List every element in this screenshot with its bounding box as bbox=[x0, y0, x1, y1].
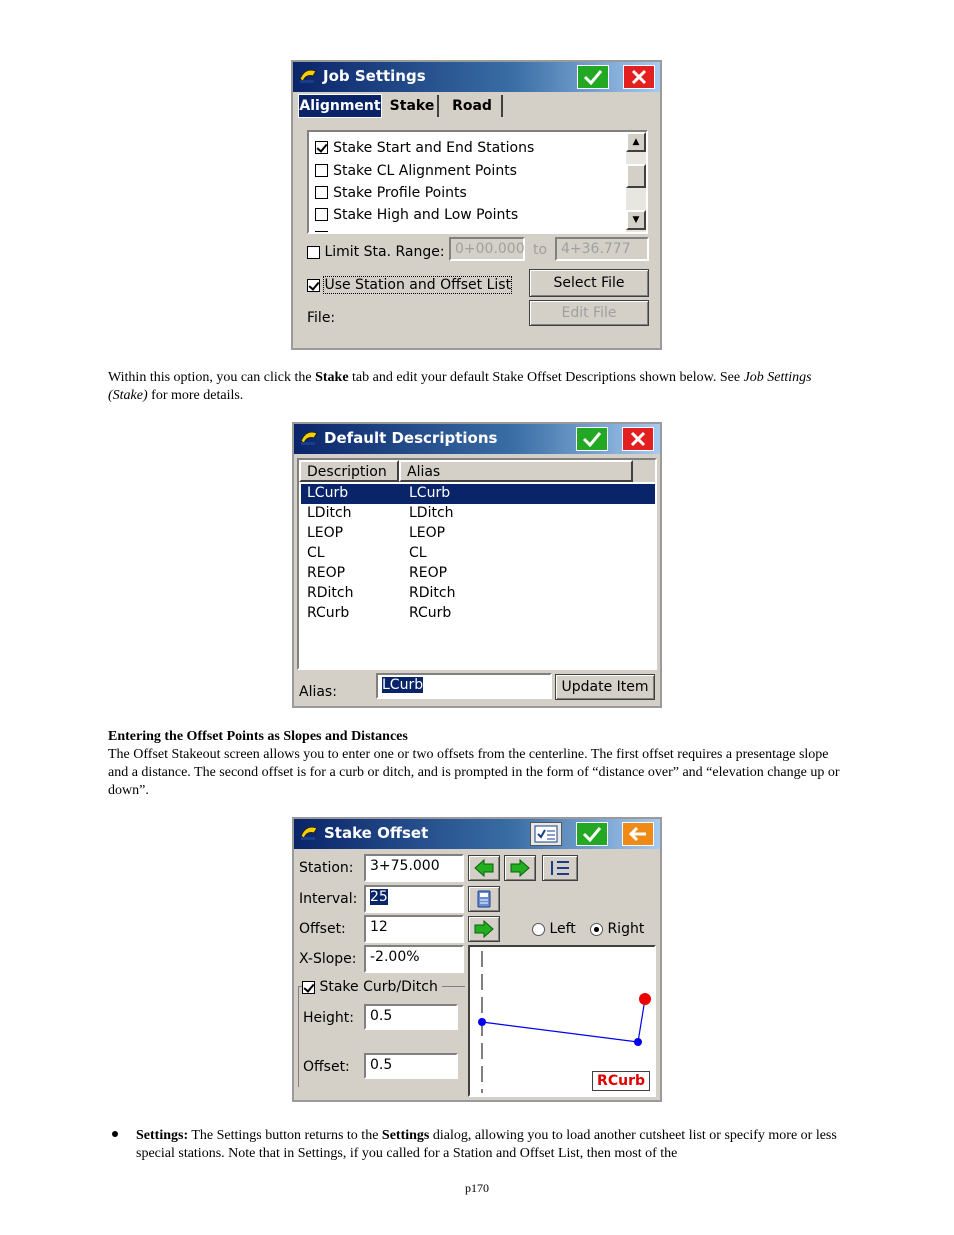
checkbox[interactable] bbox=[315, 208, 328, 221]
table-row[interactable]: REOP REOP bbox=[307, 565, 448, 581]
limit-range-checkbox[interactable] bbox=[307, 246, 320, 259]
section-heading: Entering the Offset Points as Slopes and Distances bbox=[108, 729, 408, 744]
checkbox[interactable] bbox=[315, 231, 328, 234]
table-row[interactable]: LEOP LEOP bbox=[307, 525, 446, 541]
column-header-description[interactable]: Description bbox=[299, 460, 399, 482]
scrollbar[interactable] bbox=[626, 132, 646, 232]
option-row[interactable]: Stake Profile Points bbox=[315, 182, 467, 201]
station-label: Station: bbox=[299, 860, 354, 876]
checkbox[interactable] bbox=[315, 164, 328, 177]
window-title: Job Settings bbox=[323, 67, 426, 85]
app-logo-icon bbox=[298, 822, 320, 844]
close-icon bbox=[631, 69, 647, 85]
list-header bbox=[299, 460, 655, 482]
ok-button[interactable] bbox=[577, 65, 609, 89]
back-arrow-icon bbox=[628, 826, 648, 842]
station-list-button[interactable] bbox=[542, 855, 578, 881]
use-list-row[interactable]: Use Station and Offset List bbox=[307, 277, 511, 293]
station-forward-button[interactable] bbox=[504, 855, 536, 881]
select-file-button[interactable]: Select File bbox=[529, 269, 649, 297]
xslope-label: X-Slope: bbox=[299, 951, 357, 967]
arrow-right-green-icon bbox=[509, 859, 531, 877]
description-list[interactable] bbox=[297, 458, 657, 670]
offset2-input[interactable]: 0.5 bbox=[364, 1053, 458, 1079]
left-radio[interactable]: Left bbox=[532, 921, 576, 937]
checkmark-icon bbox=[582, 826, 602, 842]
offset-label: Offset: bbox=[299, 921, 346, 937]
page-number: p170 bbox=[465, 1181, 489, 1195]
option-row[interactable]: Stake CL Alignment Points bbox=[315, 160, 517, 179]
numbered-list-icon bbox=[549, 859, 571, 877]
radio-button-selected[interactable] bbox=[590, 923, 603, 936]
station-input[interactable]: 3+75.000 bbox=[364, 854, 464, 882]
checkbox[interactable] bbox=[315, 141, 328, 154]
tab-road[interactable]: Road bbox=[443, 95, 503, 117]
range-to-field: 4+36.777 bbox=[555, 237, 649, 261]
offset-preview bbox=[468, 945, 656, 1097]
offset2-label: Offset: bbox=[303, 1059, 350, 1075]
to-label: to bbox=[533, 242, 548, 258]
window-title: Stake Offset bbox=[324, 824, 429, 842]
alias-label: Alias: bbox=[299, 684, 337, 700]
interval-input[interactable]: 25 bbox=[364, 885, 464, 913]
paragraph-stake-tab: Within this option, you can click the Stake tab and edit your default Stake Offset Descriptions shown below. See Job Settings (Stake) for more details. bbox=[108, 370, 812, 403]
tab-stake[interactable]: Stake bbox=[387, 95, 439, 117]
table-row[interactable]: LDitch LDitch bbox=[307, 505, 454, 521]
job-settings-window bbox=[291, 60, 662, 350]
table-row[interactable]: RCurb RCurb bbox=[307, 605, 452, 621]
right-radio[interactable]: Right bbox=[590, 921, 644, 937]
offset-input[interactable]: 12 bbox=[364, 915, 464, 943]
alias-input[interactable]: LCurb bbox=[376, 673, 552, 699]
tab-alignment[interactable]: Alignment bbox=[298, 94, 382, 118]
height-input[interactable]: 0.5 bbox=[364, 1004, 458, 1030]
curb-ditch-toggle[interactable]: Stake Curb/Ditch bbox=[302, 979, 442, 995]
option-list[interactable] bbox=[307, 130, 648, 234]
title-bar bbox=[293, 62, 660, 92]
section-body: The Offset Stakeout screen allows you to enter one or two offsets from the centerline. The first offset requires a presentage slope and a distance. The second offset is for a curb or ditch, and is prompted in the form of “distance over” and “elevation change up or down”. bbox=[108, 747, 840, 798]
list-view-button[interactable] bbox=[530, 822, 562, 846]
offset-next-button[interactable] bbox=[468, 916, 500, 942]
height-label: Height: bbox=[303, 1010, 354, 1026]
bullet-dot bbox=[112, 1131, 118, 1137]
calculator-icon bbox=[477, 890, 491, 908]
cancel-button[interactable] bbox=[622, 427, 654, 451]
stake-offset-window bbox=[292, 817, 662, 1102]
arrow-right-green-icon bbox=[473, 920, 495, 938]
range-from-field: 0+00.000 bbox=[449, 237, 525, 261]
checkmark-icon bbox=[583, 69, 603, 85]
window-title: Default Descriptions bbox=[324, 429, 498, 447]
option-row[interactable]: Stake Start and End Stations bbox=[315, 137, 534, 156]
rcurb-tag: RCurb bbox=[592, 1071, 650, 1091]
option-row[interactable]: Stake High and Low Points bbox=[315, 204, 518, 223]
limit-range-row[interactable]: Limit Sta. Range: bbox=[307, 244, 445, 260]
table-row[interactable]: CL CL bbox=[307, 545, 427, 561]
use-list-checkbox[interactable] bbox=[307, 279, 320, 292]
checklist-icon bbox=[534, 825, 558, 843]
default-descriptions-window bbox=[292, 422, 662, 708]
app-logo-icon bbox=[298, 427, 320, 449]
xslope-input[interactable]: -2.00% bbox=[364, 945, 464, 973]
arrow-up-icon: ▲ bbox=[632, 137, 640, 147]
back-button[interactable] bbox=[622, 822, 654, 846]
scroll-thumb[interactable] bbox=[626, 164, 646, 188]
update-item-button[interactable]: Update Item bbox=[555, 674, 655, 700]
ok-button[interactable] bbox=[576, 427, 608, 451]
table-row[interactable]: RDitch RDitch bbox=[307, 585, 456, 601]
checkmark-icon bbox=[582, 431, 602, 447]
edit-file-button[interactable]: Edit File bbox=[529, 300, 649, 326]
ok-button[interactable] bbox=[576, 822, 608, 846]
curb-ditch-checkbox[interactable] bbox=[302, 981, 315, 994]
option-row-partial[interactable] bbox=[315, 227, 328, 234]
bullet-settings: Settings: The Settings button returns to the Settings dialog, allowing you to load another cutsheet list or specify more or less special stations. Note that in Settings, if you called for a Station and Offset List, then most of the bbox=[136, 1128, 837, 1161]
interval-label: Interval: bbox=[299, 891, 358, 907]
column-header-alias[interactable]: Alias bbox=[399, 460, 633, 482]
close-icon bbox=[630, 431, 646, 447]
calculator-button[interactable] bbox=[468, 886, 500, 912]
title-bar bbox=[294, 819, 660, 849]
file-label: File: bbox=[307, 310, 336, 326]
app-logo-icon bbox=[297, 65, 319, 87]
title-bar bbox=[294, 424, 660, 454]
scroll-up-button[interactable] bbox=[626, 132, 646, 152]
cancel-button[interactable] bbox=[623, 65, 655, 89]
arrow-left-green-icon bbox=[473, 859, 495, 877]
scroll-down-button[interactable] bbox=[626, 210, 646, 230]
station-back-button[interactable] bbox=[468, 855, 500, 881]
checkbox[interactable] bbox=[315, 186, 328, 199]
table-row[interactable]: LCurb LCurb bbox=[301, 484, 655, 504]
radio-button[interactable] bbox=[532, 923, 545, 936]
arrow-down-icon: ▼ bbox=[632, 215, 640, 225]
